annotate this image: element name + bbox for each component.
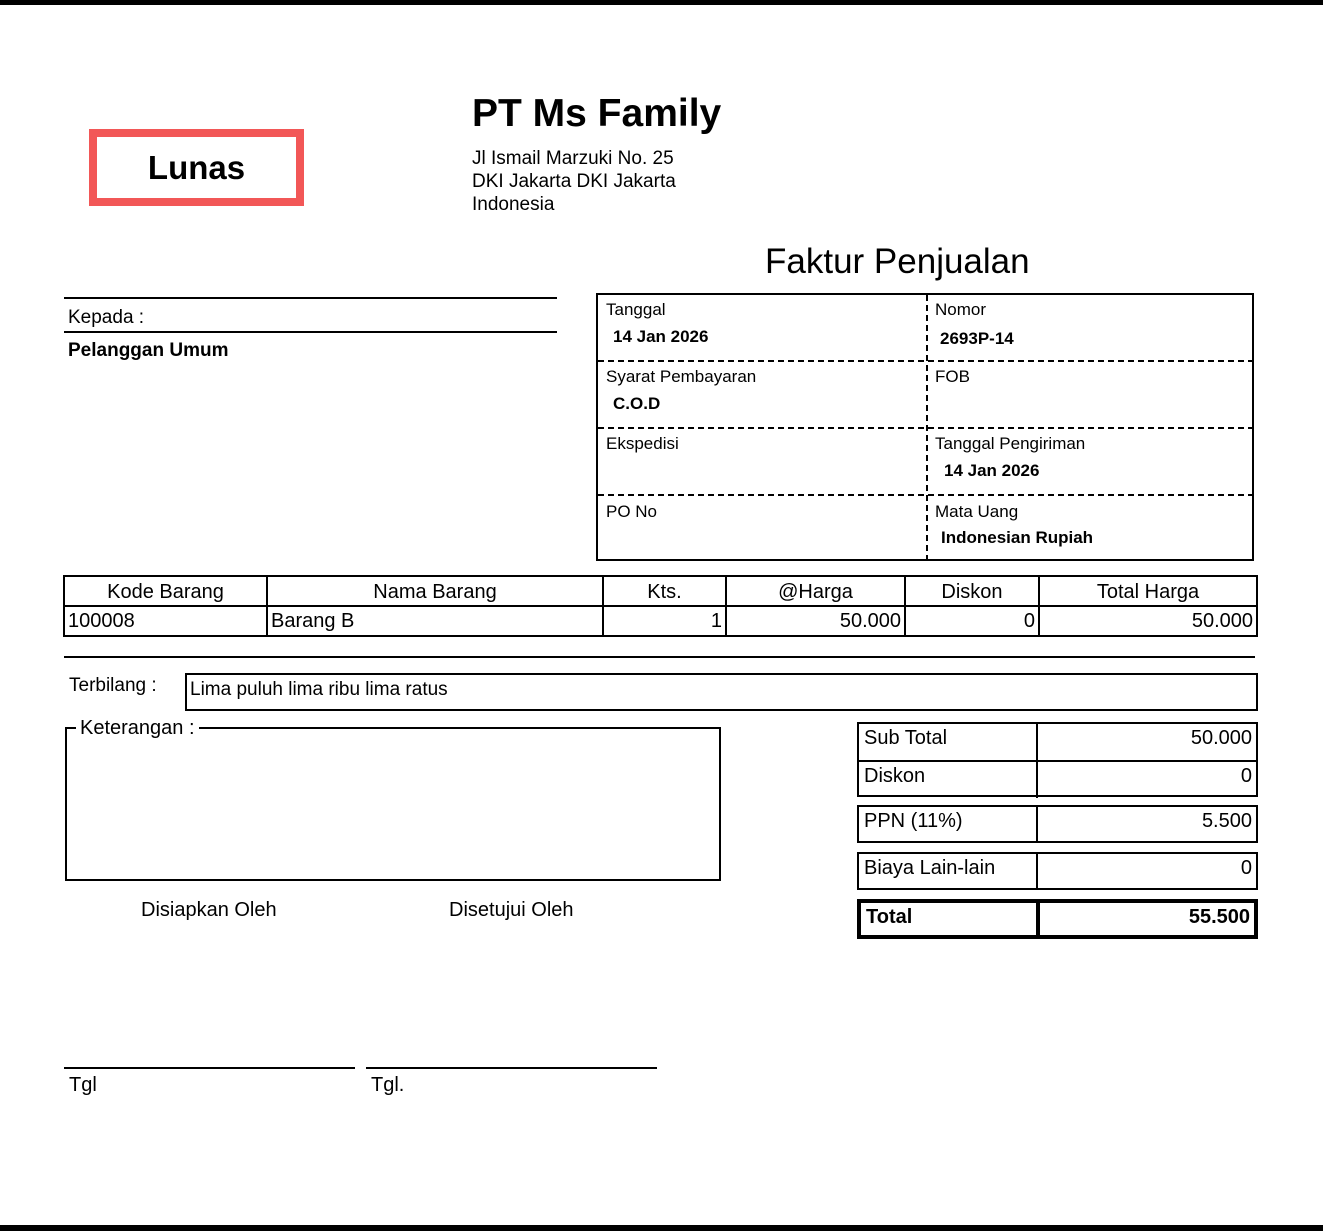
section-divider <box>64 656 1255 658</box>
subtotal-label: Sub Total <box>859 724 1038 760</box>
prepared-by-label: Disiapkan Oleh <box>141 899 277 921</box>
customer-top-rule <box>64 297 557 299</box>
tanggal-pengiriman-label: Tanggal Pengiriman <box>935 434 1086 453</box>
po-label: PO No <box>606 502 658 521</box>
terbilang-label: Terbilang : <box>69 675 157 696</box>
cell-total-harga: 50.000 <box>1039 606 1257 636</box>
other-costs-label: Biaya Lain-lain <box>859 854 1038 888</box>
nomor-value: 2693P-14 <box>940 329 1014 348</box>
other-costs-row <box>857 852 1258 890</box>
tanggal-value: 14 Jan 2026 <box>613 327 709 346</box>
subtotal-discount-box <box>857 722 1258 797</box>
terbilang-value: Lima puluh lima ribu lima ratus <box>185 673 1258 711</box>
grand-total-row <box>857 899 1258 939</box>
subtotal-value: 50.000 <box>1190 727 1252 749</box>
cell-nama-barang: Barang B <box>267 606 603 636</box>
company-name: PT Ms Family <box>472 92 722 135</box>
cell-diskon: 0 <box>905 606 1039 636</box>
col-total-harga: Total Harga <box>1039 576 1257 606</box>
approved-date-label: Tgl. <box>371 1074 405 1096</box>
company-address-line-2: DKI Jakarta DKI Jakarta <box>472 171 676 192</box>
info-divider-1 <box>598 360 1254 362</box>
items-header-row <box>64 576 1257 606</box>
table-row <box>64 606 1257 636</box>
top-border <box>0 0 1323 5</box>
col-kts: Kts. <box>603 576 726 606</box>
discount-label: Diskon <box>859 762 1038 798</box>
grand-total-label: Total <box>861 903 1040 935</box>
customer-name: Pelanggan Umum <box>68 340 229 361</box>
tanggal-label: Tanggal <box>606 300 666 319</box>
ekspedisi-label: Ekspedisi <box>606 434 679 453</box>
status-stamp: Lunas <box>89 129 304 206</box>
cell-kts: 1 <box>603 606 726 636</box>
prepared-signature-line <box>64 1067 355 1069</box>
col-diskon: Diskon <box>905 576 1039 606</box>
cell-harga: 50.000 <box>726 606 905 636</box>
col-kode-barang: Kode Barang <box>64 576 267 606</box>
grand-total-value: 55.500 <box>1188 906 1250 928</box>
info-divider-3 <box>598 494 1254 496</box>
nomor-label: Nomor <box>935 300 987 319</box>
discount-value: 0 <box>1240 765 1252 787</box>
items-table <box>63 575 1258 637</box>
company-address-line-1: Jl Ismail Marzuki No. 25 <box>472 148 674 169</box>
approved-by-label: Disetujui Oleh <box>449 899 574 921</box>
info-divider-2 <box>598 427 1254 429</box>
fob-label: FOB <box>935 367 970 386</box>
approved-signature-line <box>366 1067 657 1069</box>
mata-uang-value: Indonesian Rupiah <box>941 528 1094 547</box>
ppn-value: 5.500 <box>1201 810 1252 832</box>
keterangan-label: Keterangan : <box>76 717 199 740</box>
bottom-border <box>0 1225 1323 1231</box>
col-nama-barang: Nama Barang <box>267 576 603 606</box>
prepared-date-label: Tgl <box>69 1074 97 1096</box>
syarat-label: Syarat Pembayaran <box>606 367 757 386</box>
col-harga: @Harga <box>726 576 905 606</box>
mata-uang-label: Mata Uang <box>935 502 1019 521</box>
subtotal-row <box>859 724 1256 760</box>
customer-rule <box>64 331 557 333</box>
tanggal-pengiriman-value: 14 Jan 2026 <box>944 461 1040 480</box>
keterangan-box <box>65 727 721 881</box>
company-address-line-3: Indonesia <box>472 194 555 215</box>
document-title: Faktur Penjualan <box>765 242 1030 281</box>
other-costs-value: 0 <box>1240 857 1252 879</box>
syarat-value: C.O.D <box>613 394 661 413</box>
customer-label: Kepada : <box>68 307 145 328</box>
discount-row <box>859 760 1256 798</box>
ppn-row <box>857 805 1258 843</box>
ppn-label: PPN (11%) <box>859 807 1038 841</box>
cell-kode-barang: 100008 <box>64 606 267 636</box>
